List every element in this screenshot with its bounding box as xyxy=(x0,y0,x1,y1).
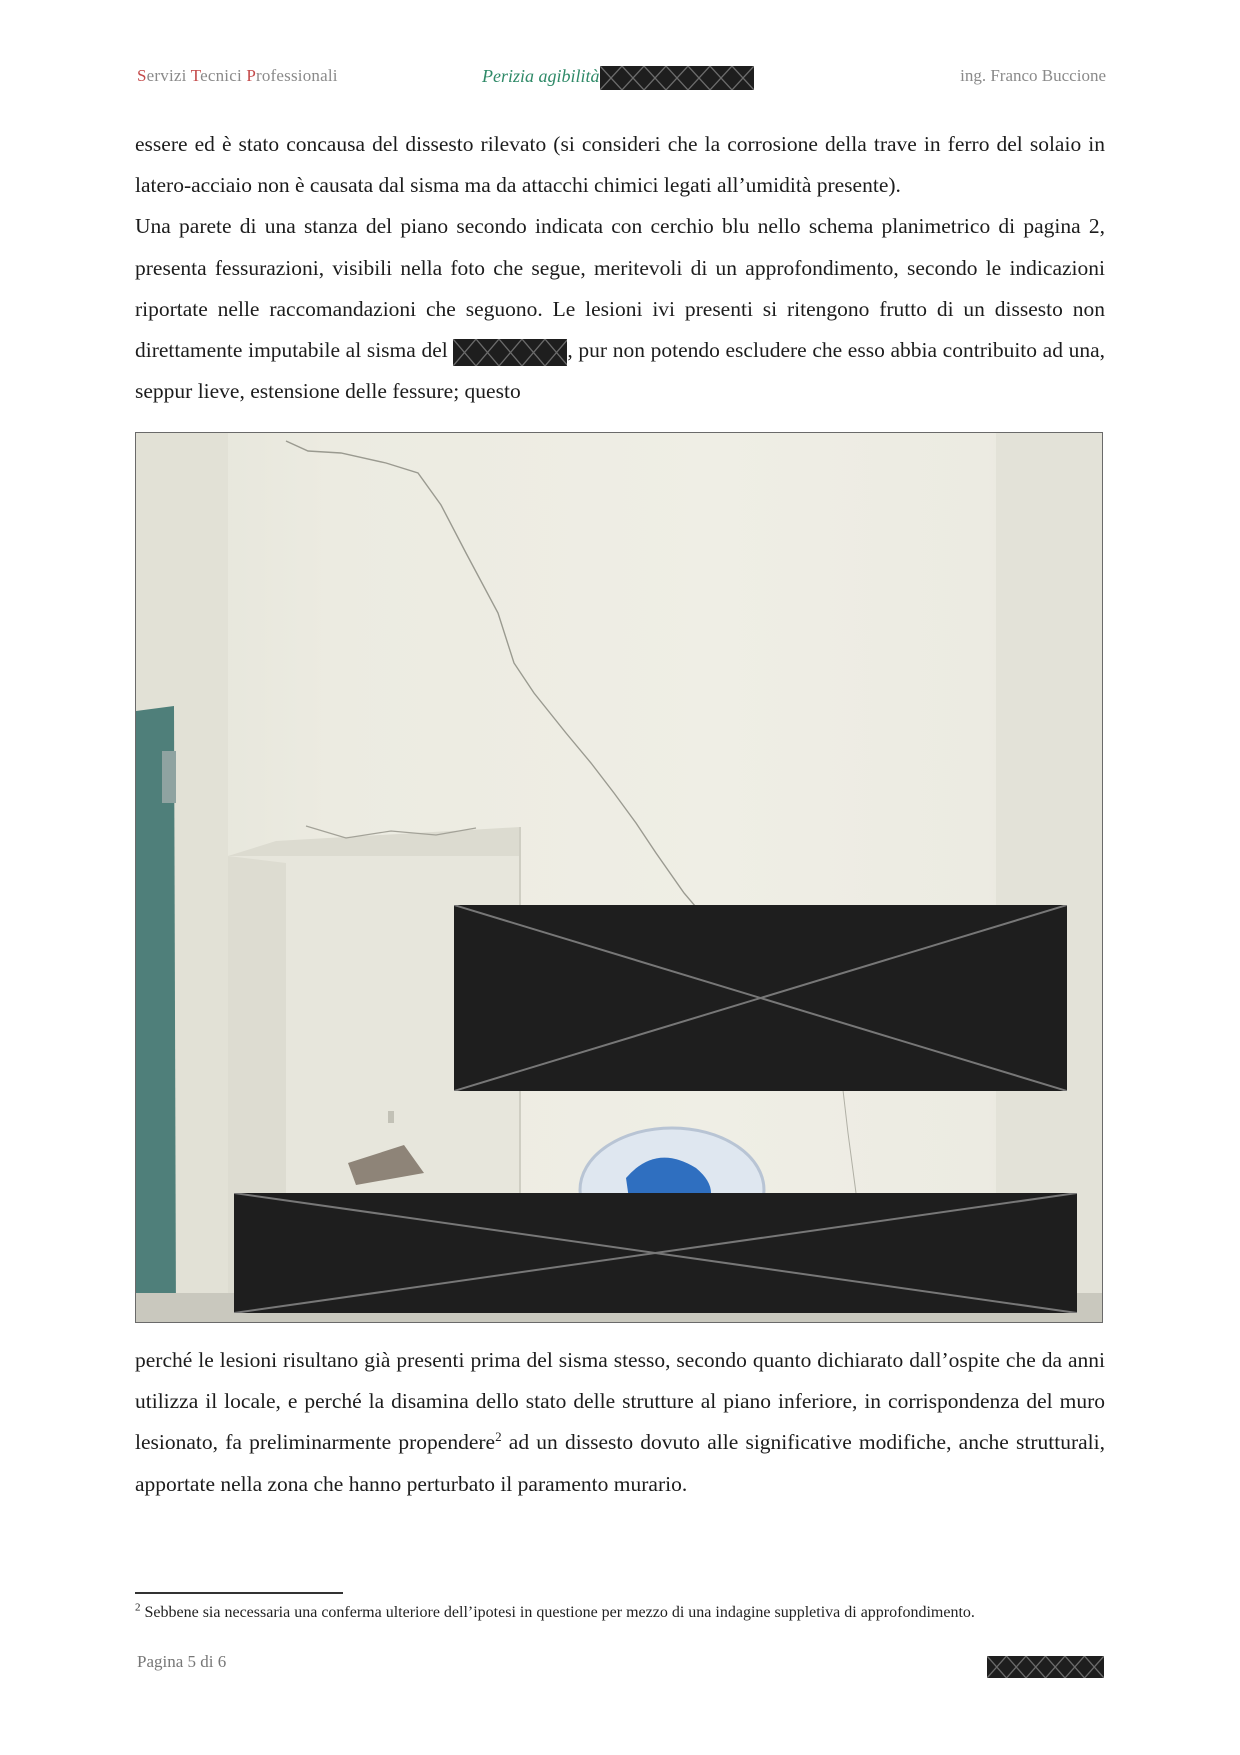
paragraph-wall-description xyxy=(135,206,1105,412)
header-company-segment: T xyxy=(190,66,201,85)
paragraph-text-after-redaction: , pur non potendo escludere che esso abbia contribuito ad una, seppur lieve, estensione delle fessure; questo xyxy=(135,338,1106,404)
footnote-number: 2 xyxy=(135,1601,141,1614)
photo-scene xyxy=(136,433,1103,1323)
photo-right-wall xyxy=(996,433,1103,1323)
body-paragraph-bottom xyxy=(135,1340,1105,1505)
paragraph-continuation: essere ed è stato concausa del dissesto rilevato (si consideri che la corrosione della trave in ferro del solaio in latero-acciaio non è causata dal sisma ma da attacchi chimici legati all’umidità presente). xyxy=(135,132,1105,198)
inline-date-redaction xyxy=(453,339,567,366)
footnote-separator xyxy=(135,1592,343,1594)
header-company-segment: ecnici xyxy=(200,66,247,85)
paragraph-text-main: perché le lesioni risultano già presenti prima del sisma stesso, secondo quanto dichiarato dall’ospite che da anni utilizza il locale, e perché la disamina dello stato delle strutture al piano inferiore, in corrispondenza del muro lesionato, fa preliminarmente propendere xyxy=(135,1348,1105,1455)
page-header xyxy=(0,66,1240,96)
header-document-title xyxy=(482,66,754,90)
body-paragraph-top xyxy=(135,124,1105,412)
photo-door-hinge xyxy=(162,751,176,803)
header-company-segment: ervizi xyxy=(146,66,191,85)
header-company-name xyxy=(137,66,338,86)
footnote-reference[interactable]: 2 xyxy=(495,1429,502,1445)
footnote-text: Sebbene sia necessaria una conferma ulteriore dell’ipotesi in questione per mezzo di una indagine suppletiva di approfondimento. xyxy=(140,1604,975,1621)
photo-redaction-upper xyxy=(454,905,1067,1091)
photo-wall-socket xyxy=(388,1111,394,1123)
paragraph-crack-reasoning xyxy=(135,1340,1105,1505)
wall-crack-photo xyxy=(135,432,1103,1323)
header-title-text: Perizia agibilità xyxy=(482,66,600,87)
header-company-segment: rofessionali xyxy=(256,66,338,85)
footnote xyxy=(135,1601,975,1622)
footer-redaction xyxy=(987,1656,1104,1678)
header-company-segment: S xyxy=(137,66,147,85)
header-company-segment: P xyxy=(246,66,256,85)
paragraph-text-before-redaction: Una parete di una stanza del piano secondo indicata con cerchio blu nello schema planimetrico di pagina 2, presenta fessurazioni, visibili nella foto che segue, meritevoli di un approfondimento, secondo le indicazioni riportate nelle raccomandazioni che seguono. Le lesioni ivi presenti si ritengono frutto di un dissesto non direttamente imputabile al sisma del xyxy=(135,214,1105,363)
photo-niche-top xyxy=(228,827,520,856)
footer-page-number: Pagina 5 di 6 xyxy=(137,1652,227,1671)
photo-redaction-lower xyxy=(234,1193,1077,1313)
header-author: ing. Franco Buccione xyxy=(960,66,1106,85)
header-title-redaction xyxy=(600,66,754,90)
paragraph-text-end: ad un dissesto dovuto alle significative modifiche, anche strutturali, apportate nella zona che hanno perturbato il paramento murario. xyxy=(135,1430,1105,1496)
